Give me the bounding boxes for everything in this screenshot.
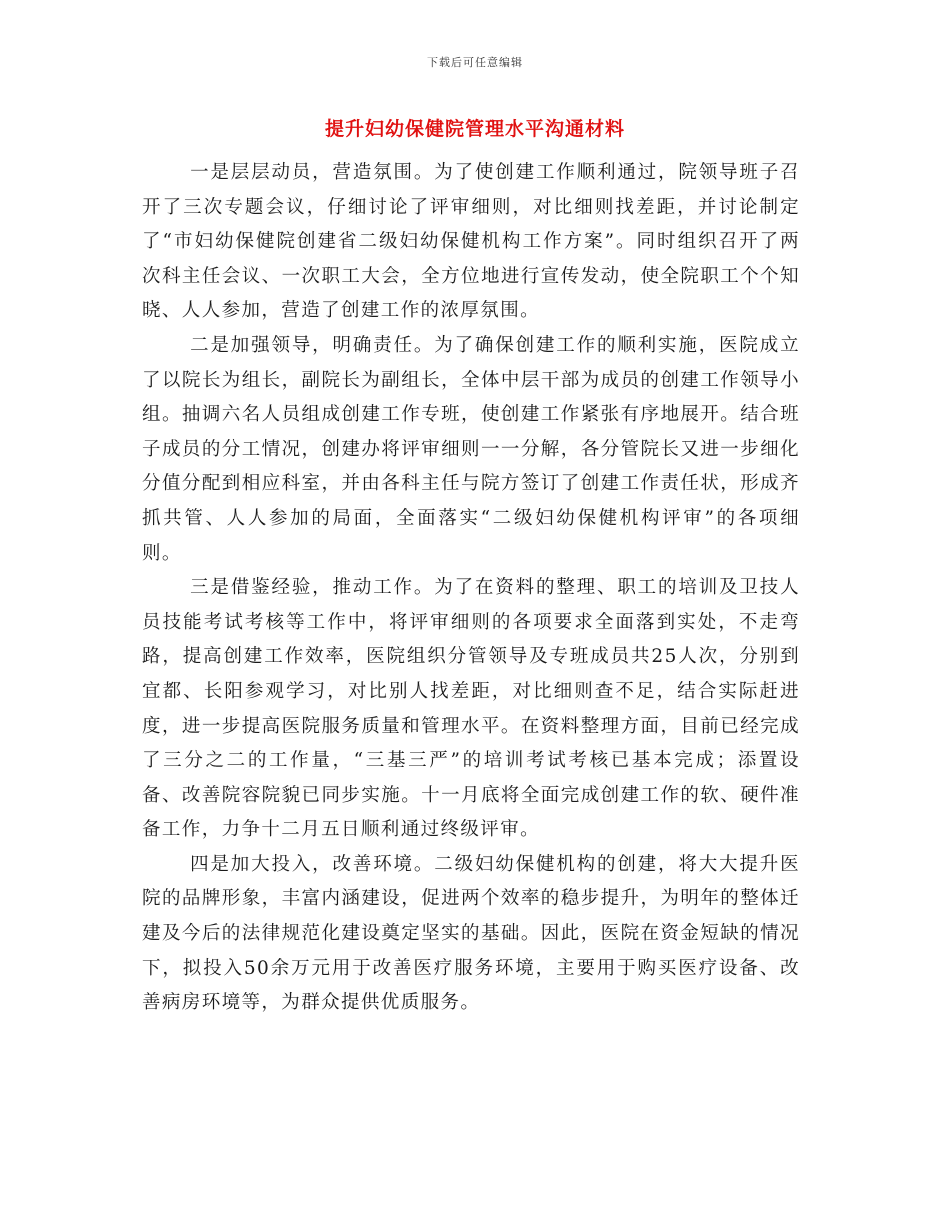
document-body [142, 156, 800, 1021]
document-title: 提升妇幼保健院管理水平沟通材料 [324, 118, 625, 140]
paragraph-1: 一是层层动员，营造氛围。为了使创建工作顺利通过，院领导班子召开了三次专题会议，仔细讨论了评审细则，对比细则找差距，并讨论制定了“市妇幼保健院创建省二级妇幼保健机构工作方案”。同时组织召开了两次科主任会议、一次职工大会，全方位地进行宣传发动，使全院职工个个知晓、人人参加，营造了创建工作的浓厚氛围。 [142, 162, 800, 322]
paragraph-3: 三是借鉴经验，推动工作。为了在资料的整理、职工的培训及卫技人员技能考试考核等工作中，将评审细则的各项要求全面落到实处，不走弯路，提高创建工作效率，医院组织分管领导及专班成员共25人次，分别到宜都、长阳参观学习，对比别人找差距，对比细则查不足，结合实际赶进度，进一步提高医院服务质量和管理水平。在资料整理方面，目前已经完成了三分之二的工作量，“三基三严”的培训考试考核已基本完成；添置设备、改善院容院貌已同步实施。十一月底将全面完成创建工作的软、硬件准备工作，力争十二月五日顺利通过终级评审。 [142, 577, 800, 841]
paragraph-4: 四是加大投入，改善环境。二级妇幼保健机构的创建，将大大提升医院的品牌形象，丰富内涵建设，促进两个效率的稳步提升，为明年的整体迁建及今后的法律规范化建设奠定坚实的基础。因此，医院在资金短缺的情况下，拟投入50余万元用于改善医疗服务环境，主要用于购买医疗设备、改善病房环境等，为群众提供优质服务。 [142, 853, 800, 1014]
header-note: 下载后可任意编辑 [427, 56, 523, 69]
paragraph-2: 二是加强领导，明确责任。为了确保创建工作的顺利实施，医院成立了以院长为组长，副院长为副组长，全体中层干部为成员的创建工作领导小组。抽调六名人员组成创建工作专班，使创建工作紧张有序地展开。结合班子成员的分工情况，创建办将评审细则一一分解，各分管院长又进一步细化分值分配到相应科室，并由各科主任与院方签订了创建工作责任状，形成齐抓共管、人人参加的局面，全面落实“二级妇幼保健机构评审”的各项细则。 [142, 334, 800, 564]
